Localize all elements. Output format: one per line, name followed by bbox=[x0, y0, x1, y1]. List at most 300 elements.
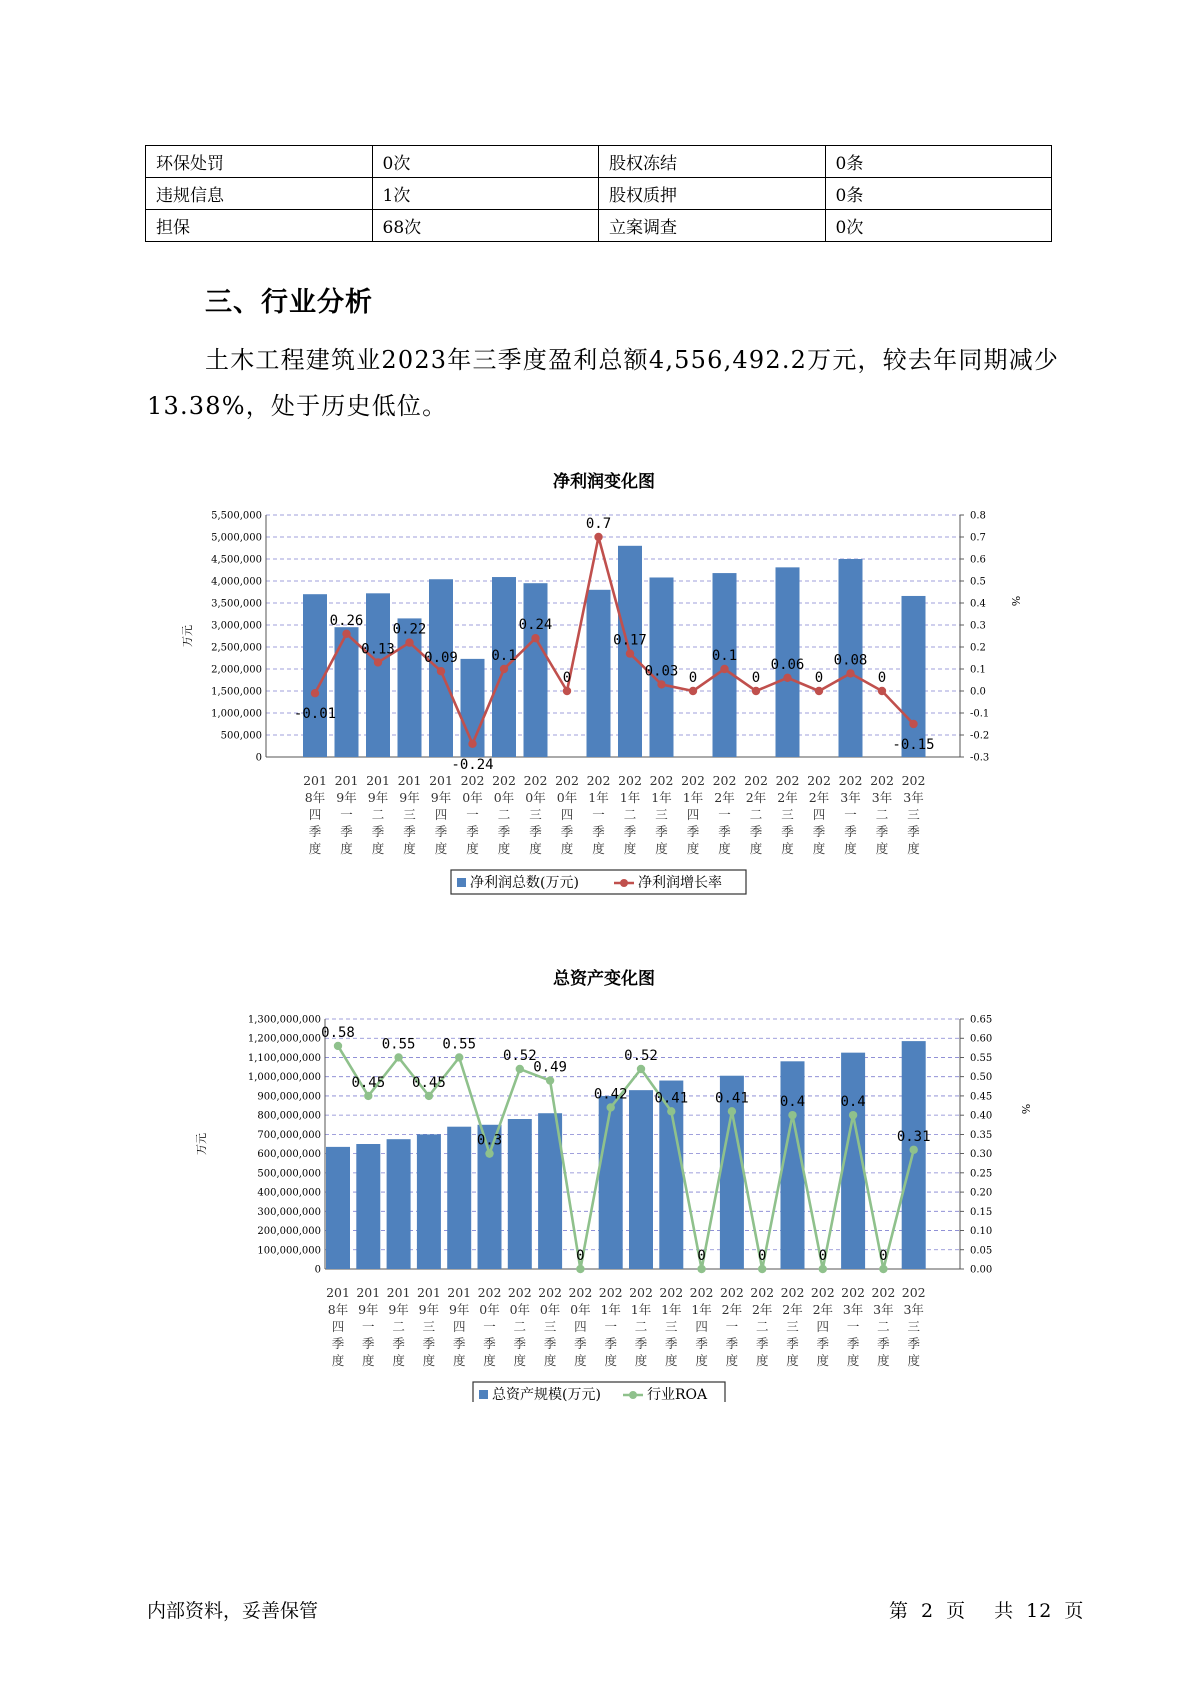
x-axis-tick: 201 bbox=[356, 1285, 381, 1300]
data-label: 0.3 bbox=[476, 1132, 503, 1149]
y-axis-right-tick: 0.05 bbox=[970, 1245, 993, 1257]
x-axis-tick: 三 bbox=[422, 1319, 436, 1334]
line-point bbox=[637, 1065, 645, 1073]
x-axis-tick: 三 bbox=[403, 807, 416, 822]
x-axis-tick: 1年 bbox=[682, 790, 704, 805]
table-cell: 立案调查 bbox=[599, 210, 826, 242]
x-axis-tick: 度 bbox=[483, 1353, 496, 1368]
x-axis-tick: 度 bbox=[875, 841, 889, 856]
y-axis-right-tick: 0.45 bbox=[970, 1091, 993, 1103]
line-point bbox=[516, 1065, 524, 1073]
y-axis-left-tick: 500,000,000 bbox=[257, 1168, 321, 1180]
x-axis-tick: 四 bbox=[816, 1319, 830, 1334]
x-axis-tick: 202 bbox=[460, 773, 485, 788]
x-axis-tick: 0年 bbox=[462, 790, 483, 805]
x-axis-tick: 一 bbox=[362, 1319, 375, 1334]
x-axis-tick: 1年 bbox=[619, 790, 641, 805]
x-axis-tick: 四 bbox=[686, 807, 700, 822]
x-axis-tick: 度 bbox=[497, 841, 511, 856]
table-cell: 担保 bbox=[146, 210, 373, 242]
x-axis-tick: 季 bbox=[655, 824, 668, 839]
x-axis-tick: 3年 bbox=[873, 1302, 894, 1317]
x-axis-tick: 度 bbox=[718, 841, 731, 856]
x-axis-tick: 202 bbox=[901, 773, 926, 788]
x-axis-tick: 1年 bbox=[588, 790, 609, 805]
x-axis-tick: 一 bbox=[483, 1319, 496, 1334]
x-axis-tick: 1年 bbox=[651, 790, 672, 805]
data-label: 0 bbox=[688, 670, 698, 686]
x-axis-tick: 度 bbox=[749, 841, 763, 856]
x-axis-tick: 201 bbox=[326, 1285, 350, 1300]
x-axis-tick: 二 bbox=[755, 1319, 769, 1334]
y-axis-right-tick: 0.30 bbox=[970, 1149, 993, 1161]
x-axis-tick: 8年 bbox=[304, 790, 326, 805]
x-axis-tick: 度 bbox=[422, 1353, 436, 1368]
x-axis-tick: 三 bbox=[665, 1319, 678, 1334]
x-axis-tick: 度 bbox=[877, 1353, 890, 1368]
bar bbox=[599, 1096, 623, 1269]
y-axis-left-tick: 300,000,000 bbox=[257, 1206, 321, 1218]
x-axis-tick: 度 bbox=[371, 841, 385, 856]
y-axis-left-tick: 1,000,000 bbox=[211, 708, 262, 720]
x-axis-tick: 季 bbox=[497, 824, 511, 839]
x-axis-tick: 度 bbox=[574, 1353, 587, 1368]
table-cell: 68次 bbox=[372, 210, 599, 242]
data-label: -0.24 bbox=[451, 756, 494, 773]
table-cell: 股权质押 bbox=[599, 178, 826, 210]
x-axis-tick: 1年 bbox=[691, 1302, 712, 1317]
x-axis-tick: 度 bbox=[755, 1353, 769, 1368]
x-axis-tick: 0年 bbox=[525, 790, 546, 805]
bar bbox=[417, 1134, 441, 1269]
x-axis-tick: 202 bbox=[568, 1285, 593, 1300]
x-axis-tick: 季 bbox=[483, 1336, 496, 1351]
x-axis-tick: 季 bbox=[725, 1336, 739, 1351]
chart-title: 总资产变化图 bbox=[553, 969, 655, 989]
y-axis-right-tick: 0.60 bbox=[970, 1033, 993, 1045]
x-axis-tick: 季 bbox=[695, 1336, 708, 1351]
line-point bbox=[425, 1092, 433, 1100]
x-axis-tick: 季 bbox=[781, 824, 794, 839]
line-point bbox=[878, 687, 886, 695]
line-point bbox=[394, 1053, 402, 1061]
x-axis-tick: 2年 bbox=[812, 1302, 834, 1317]
x-axis-tick: 三 bbox=[543, 1319, 557, 1334]
y-axis-right-tick: 0.0 bbox=[970, 686, 986, 698]
table-cell: 0条 bbox=[825, 146, 1052, 178]
footer-total-pages: 12 bbox=[1026, 1600, 1053, 1622]
x-axis-tick: 202 bbox=[870, 773, 894, 788]
y-axis-right-tick: 0.65 bbox=[970, 1014, 993, 1026]
line-point bbox=[311, 689, 319, 697]
data-label: 0 bbox=[818, 1248, 828, 1264]
x-axis-tick: 二 bbox=[634, 1319, 648, 1334]
x-axis-tick: 202 bbox=[681, 773, 705, 788]
x-axis-tick: 201 bbox=[416, 1285, 441, 1300]
line-point bbox=[815, 687, 823, 695]
x-axis-tick: 201 bbox=[334, 773, 359, 788]
y-axis-left-tick: 900,000,000 bbox=[257, 1091, 321, 1103]
x-axis-tick: 3年 bbox=[840, 790, 861, 805]
x-axis-tick: 202 bbox=[689, 1285, 714, 1300]
x-axis-tick: 三 bbox=[907, 1319, 920, 1334]
x-axis-tick: 季 bbox=[877, 1336, 890, 1351]
data-label: 0 bbox=[877, 670, 887, 686]
x-axis-tick: 二 bbox=[877, 1319, 890, 1334]
y-axis-left-tick: 4,500,000 bbox=[211, 554, 262, 566]
x-axis-tick: 202 bbox=[810, 1285, 835, 1300]
x-axis-tick: 202 bbox=[807, 773, 831, 788]
line-point bbox=[626, 649, 634, 657]
x-axis-tick: 三 bbox=[655, 807, 668, 822]
x-axis-tick: 度 bbox=[403, 841, 416, 856]
data-label: 0.1 bbox=[711, 648, 738, 664]
line-point bbox=[783, 674, 791, 682]
x-axis-tick: 0年 bbox=[479, 1302, 500, 1317]
x-axis-tick: 一 bbox=[725, 1319, 739, 1334]
x-axis-tick: 2年 bbox=[721, 1302, 743, 1317]
industry-paragraph: 土木工程建筑业2023年三季度盈利总额4,556,492.2万元，较去年同期减少13.38%，处于历史低位。 bbox=[147, 346, 1060, 420]
x-axis-tick: 202 bbox=[901, 1285, 926, 1300]
bar bbox=[508, 1119, 532, 1269]
x-axis-tick: 2年 bbox=[808, 790, 830, 805]
y-axis-right-tick: 0.6 bbox=[970, 554, 986, 566]
x-axis-tick: 1年 bbox=[630, 1302, 652, 1317]
x-axis-tick: 季 bbox=[466, 824, 479, 839]
bar bbox=[356, 1144, 380, 1269]
table-row bbox=[146, 210, 1052, 242]
x-axis-tick: 202 bbox=[838, 773, 863, 788]
x-axis-tick: 季 bbox=[592, 824, 605, 839]
y-axis-left-tick: 3,500,000 bbox=[211, 598, 262, 610]
x-axis-tick: 季 bbox=[529, 824, 542, 839]
x-axis-tick: 度 bbox=[844, 841, 857, 856]
x-axis-tick: 201 bbox=[366, 773, 390, 788]
data-label: 0.55 bbox=[442, 1036, 477, 1053]
x-axis-tick: 201 bbox=[447, 1285, 472, 1300]
x-axis-tick: 2年 bbox=[777, 790, 798, 805]
bar bbox=[326, 1147, 350, 1269]
x-axis-tick: 一 bbox=[844, 807, 857, 822]
x-axis-tick: 季 bbox=[812, 824, 826, 839]
line-point bbox=[667, 1107, 675, 1115]
x-axis-tick: 三 bbox=[781, 807, 794, 822]
x-axis-tick: 度 bbox=[340, 841, 353, 856]
x-axis-tick: 2年 bbox=[745, 790, 767, 805]
section-title: 三、行业分析 bbox=[205, 287, 373, 318]
legend-line-label: 净利润增长率 bbox=[638, 875, 722, 891]
y-axis-left-tick: 1,000,000,000 bbox=[247, 1072, 321, 1084]
x-axis-tick: 8年 bbox=[327, 1302, 349, 1317]
y-axis-right-tick: 0.20 bbox=[970, 1187, 993, 1199]
x-axis-tick: 度 bbox=[513, 1353, 527, 1368]
data-label: 0.08 bbox=[833, 652, 868, 669]
data-label: 0.31 bbox=[896, 1128, 931, 1145]
x-axis-tick: 202 bbox=[744, 773, 768, 788]
x-axis-tick: 季 bbox=[907, 824, 920, 839]
x-axis-tick: 季 bbox=[340, 824, 353, 839]
y-axis-right-tick: 0.2 bbox=[970, 642, 986, 654]
x-axis-tick: 度 bbox=[434, 841, 448, 856]
x-axis-tick: 202 bbox=[598, 1285, 623, 1300]
x-axis-tick: 202 bbox=[712, 773, 737, 788]
data-label: 0.45 bbox=[412, 1074, 446, 1091]
x-axis-tick: 季 bbox=[371, 824, 385, 839]
data-label: 0.17 bbox=[613, 632, 647, 649]
table-cell: 0次 bbox=[372, 146, 599, 178]
x-axis-tick: 度 bbox=[907, 841, 920, 856]
line-point bbox=[437, 667, 445, 675]
y-axis-left-tick: 200,000,000 bbox=[257, 1226, 321, 1238]
table-cell: 0条 bbox=[825, 178, 1052, 210]
x-axis-tick: 度 bbox=[686, 841, 700, 856]
y-axis-left-title: 万元 bbox=[181, 625, 194, 647]
data-label: -0.15 bbox=[892, 737, 935, 753]
y-axis-right-tick: 0.1 bbox=[970, 664, 986, 676]
x-axis-tick: 季 bbox=[844, 824, 857, 839]
y-axis-left-tick: 1,200,000,000 bbox=[247, 1033, 321, 1045]
bar bbox=[902, 1041, 926, 1269]
x-axis-tick: 9年 bbox=[418, 1302, 440, 1317]
table-cell: 违规信息 bbox=[146, 178, 373, 210]
x-axis-tick: 202 bbox=[750, 1285, 775, 1300]
x-axis-tick: 季 bbox=[755, 1336, 769, 1351]
x-axis-tick: 度 bbox=[655, 841, 668, 856]
data-label: 0.52 bbox=[502, 1048, 537, 1064]
total-assets-chart bbox=[0, 952, 1191, 1402]
data-label: 0 bbox=[879, 1248, 888, 1264]
y-axis-right-tick: 0.35 bbox=[970, 1129, 993, 1141]
y-axis-right-tick: 0.3 bbox=[970, 620, 986, 632]
x-axis-tick: 二 bbox=[623, 807, 637, 822]
y-axis-right-tick: -0.3 bbox=[970, 752, 990, 764]
data-label: 0.13 bbox=[361, 641, 395, 658]
x-axis-tick: 度 bbox=[529, 841, 542, 856]
y-axis-right-tick: 0.7 bbox=[970, 532, 986, 544]
x-axis-tick: 季 bbox=[560, 824, 574, 839]
x-axis-tick: 季 bbox=[816, 1336, 830, 1351]
x-axis-tick: 季 bbox=[875, 824, 889, 839]
x-axis-tick: 季 bbox=[434, 824, 448, 839]
data-label: 0 bbox=[576, 1248, 585, 1264]
line-point bbox=[788, 1111, 796, 1119]
legend-bar-label: 净利润总数(万元) bbox=[470, 875, 579, 891]
x-axis-tick: 202 bbox=[629, 1285, 653, 1300]
x-axis-tick: 201 bbox=[303, 773, 327, 788]
x-axis-tick: 202 bbox=[477, 1285, 502, 1300]
x-axis-tick: 201 bbox=[429, 773, 453, 788]
y-axis-left-tick: 2,500,000 bbox=[211, 642, 262, 654]
x-axis-tick: 度 bbox=[725, 1353, 739, 1368]
legend-bar-swatch bbox=[457, 878, 466, 887]
footer-current-page: 2 bbox=[921, 1600, 935, 1622]
bar bbox=[366, 593, 390, 757]
x-axis-tick: 季 bbox=[623, 824, 637, 839]
x-axis-tick: 9年 bbox=[399, 790, 420, 805]
line-point bbox=[374, 658, 382, 666]
x-axis-tick: 一 bbox=[466, 807, 479, 822]
x-axis-tick: 二 bbox=[371, 807, 385, 822]
y-axis-left-tick: 3,000,000 bbox=[211, 620, 262, 632]
y-axis-left-tick: 800,000,000 bbox=[257, 1110, 321, 1122]
y-axis-left-tick: 4,000,000 bbox=[211, 576, 262, 588]
x-axis-tick: 度 bbox=[543, 1353, 557, 1368]
line-point bbox=[334, 1042, 342, 1050]
y-axis-left-tick: 1,100,000,000 bbox=[247, 1052, 321, 1064]
x-axis-tick: 2年 bbox=[751, 1302, 773, 1317]
line-point bbox=[697, 1265, 705, 1273]
line-point bbox=[657, 680, 665, 688]
data-label: 0 bbox=[562, 670, 572, 686]
x-axis-tick: 季 bbox=[718, 824, 731, 839]
x-axis-tick: 一 bbox=[340, 807, 353, 822]
data-label: 0.22 bbox=[392, 621, 427, 638]
x-axis-tick: 202 bbox=[507, 1285, 532, 1300]
data-label: 0.52 bbox=[624, 1048, 658, 1064]
table-row bbox=[146, 146, 1052, 178]
x-axis-tick: 2年 bbox=[714, 790, 735, 805]
line-point bbox=[879, 1265, 887, 1273]
x-axis-tick: 季 bbox=[543, 1336, 557, 1351]
x-axis-tick: 202 bbox=[780, 1285, 805, 1300]
x-axis-tick: 2年 bbox=[782, 1302, 803, 1317]
data-label: 0.49 bbox=[533, 1059, 567, 1076]
data-label: 0.41 bbox=[654, 1090, 689, 1107]
data-label: 0.58 bbox=[321, 1024, 355, 1041]
x-axis-tick: 202 bbox=[775, 773, 800, 788]
x-axis-tick: 度 bbox=[634, 1353, 648, 1368]
x-axis-tick: 度 bbox=[846, 1353, 860, 1368]
x-axis-tick: 度 bbox=[362, 1353, 375, 1368]
y-axis-right-tick: 0.55 bbox=[970, 1052, 993, 1064]
y-axis-right-tick: 0.00 bbox=[970, 1264, 993, 1276]
x-axis-tick: 202 bbox=[871, 1285, 896, 1300]
line-point bbox=[468, 740, 476, 748]
line-point bbox=[342, 630, 350, 638]
x-axis-tick: 三 bbox=[786, 1319, 799, 1334]
x-axis-tick: 一 bbox=[718, 807, 731, 822]
line-point bbox=[364, 1092, 372, 1100]
x-axis-tick: 季 bbox=[665, 1336, 678, 1351]
footer-text: 页 bbox=[1064, 1600, 1085, 1622]
line-point bbox=[531, 634, 539, 642]
data-label: 0.06 bbox=[770, 656, 805, 673]
x-axis-tick: 季 bbox=[574, 1336, 587, 1351]
x-axis-tick: 度 bbox=[604, 1353, 617, 1368]
footer-text: 页 bbox=[946, 1600, 967, 1622]
y-axis-left-title: 万元 bbox=[195, 1133, 208, 1155]
data-label: 0.09 bbox=[424, 650, 458, 667]
x-axis-tick: 9年 bbox=[367, 790, 389, 805]
data-label: 0.4 bbox=[840, 1094, 866, 1111]
x-axis-tick: 二 bbox=[875, 807, 889, 822]
data-label: 0.24 bbox=[518, 617, 553, 634]
x-axis-tick: 度 bbox=[786, 1353, 799, 1368]
data-label: 0 bbox=[751, 670, 761, 686]
y-axis-left-tick: 500,000 bbox=[220, 730, 262, 742]
x-axis-tick: 0年 bbox=[539, 1302, 561, 1317]
footer-text: 共 bbox=[994, 1600, 1015, 1622]
net-profit-chart bbox=[0, 455, 1191, 910]
table-cell: 环保处罚 bbox=[146, 146, 373, 178]
x-axis-tick: 1年 bbox=[600, 1302, 621, 1317]
y-axis-right-tick: 0.50 bbox=[970, 1072, 993, 1084]
data-label: 0 bbox=[757, 1248, 767, 1264]
y-axis-right-tick: 0.10 bbox=[970, 1226, 993, 1238]
bar bbox=[447, 1127, 471, 1269]
x-axis-tick: 四 bbox=[434, 807, 448, 822]
line-point bbox=[485, 1149, 493, 1157]
line-point bbox=[758, 1265, 766, 1273]
legend-line-marker bbox=[620, 879, 628, 887]
line-point bbox=[689, 687, 697, 695]
x-axis-tick: 度 bbox=[466, 841, 479, 856]
y-axis-left-tick: 5,000,000 bbox=[211, 532, 262, 544]
line-point bbox=[563, 687, 571, 695]
x-axis-tick: 季 bbox=[604, 1336, 617, 1351]
data-label: 0.03 bbox=[644, 663, 679, 680]
x-axis-tick: 3年 bbox=[871, 790, 893, 805]
x-axis-tick: 202 bbox=[659, 1285, 684, 1300]
line-point bbox=[720, 665, 728, 673]
bar bbox=[587, 590, 611, 757]
data-label: 0.55 bbox=[381, 1036, 416, 1053]
x-axis-tick: 202 bbox=[538, 1285, 563, 1300]
x-axis-tick: 0年 bbox=[493, 790, 515, 805]
bar bbox=[902, 596, 926, 757]
y-axis-right-tick: 0.25 bbox=[970, 1168, 993, 1180]
x-axis-tick: 三 bbox=[529, 807, 542, 822]
x-axis-tick: 度 bbox=[623, 841, 637, 856]
line-point bbox=[849, 1111, 857, 1119]
x-axis-tick: 202 bbox=[618, 773, 642, 788]
x-axis-tick: 度 bbox=[781, 841, 794, 856]
x-axis-tick: 季 bbox=[452, 1336, 466, 1351]
data-label: 0.45 bbox=[351, 1074, 386, 1091]
legend-line-marker bbox=[629, 1391, 637, 1399]
x-axis-tick: 度 bbox=[695, 1353, 708, 1368]
x-axis-tick: 9年 bbox=[430, 790, 452, 805]
y-axis-right-tick: 0.4 bbox=[970, 598, 986, 610]
y-axis-left-tick: 700,000,000 bbox=[257, 1129, 321, 1141]
x-axis-tick: 1年 bbox=[661, 1302, 682, 1317]
x-axis-tick: 四 bbox=[452, 1319, 466, 1334]
legend-bar-swatch bbox=[479, 1390, 488, 1399]
y-axis-right-tick: 0.15 bbox=[970, 1206, 993, 1218]
y-axis-right-tick: -0.2 bbox=[970, 730, 990, 742]
x-axis-tick: 9年 bbox=[388, 1302, 409, 1317]
line-point bbox=[910, 1146, 918, 1154]
x-axis-tick: 度 bbox=[331, 1353, 345, 1368]
x-axis-tick: 度 bbox=[560, 841, 574, 856]
risk-info-table bbox=[145, 145, 1052, 242]
x-axis-tick: 季 bbox=[634, 1336, 648, 1351]
bar bbox=[781, 1061, 805, 1269]
bar bbox=[524, 583, 548, 757]
x-axis-tick: 度 bbox=[392, 1353, 405, 1368]
x-axis-tick: 3年 bbox=[842, 1302, 864, 1317]
data-label: 0.41 bbox=[715, 1090, 749, 1107]
line-point bbox=[752, 687, 760, 695]
x-axis-tick: 0年 bbox=[556, 790, 578, 805]
x-axis-tick: 202 bbox=[555, 773, 579, 788]
x-axis-tick: 四 bbox=[695, 1319, 708, 1334]
x-axis-tick: 季 bbox=[907, 1336, 920, 1351]
bar bbox=[335, 627, 359, 757]
x-axis-tick: 202 bbox=[523, 773, 548, 788]
x-axis-tick: 3年 bbox=[903, 790, 924, 805]
y-axis-left-tick: 5,500,000 bbox=[211, 510, 262, 522]
